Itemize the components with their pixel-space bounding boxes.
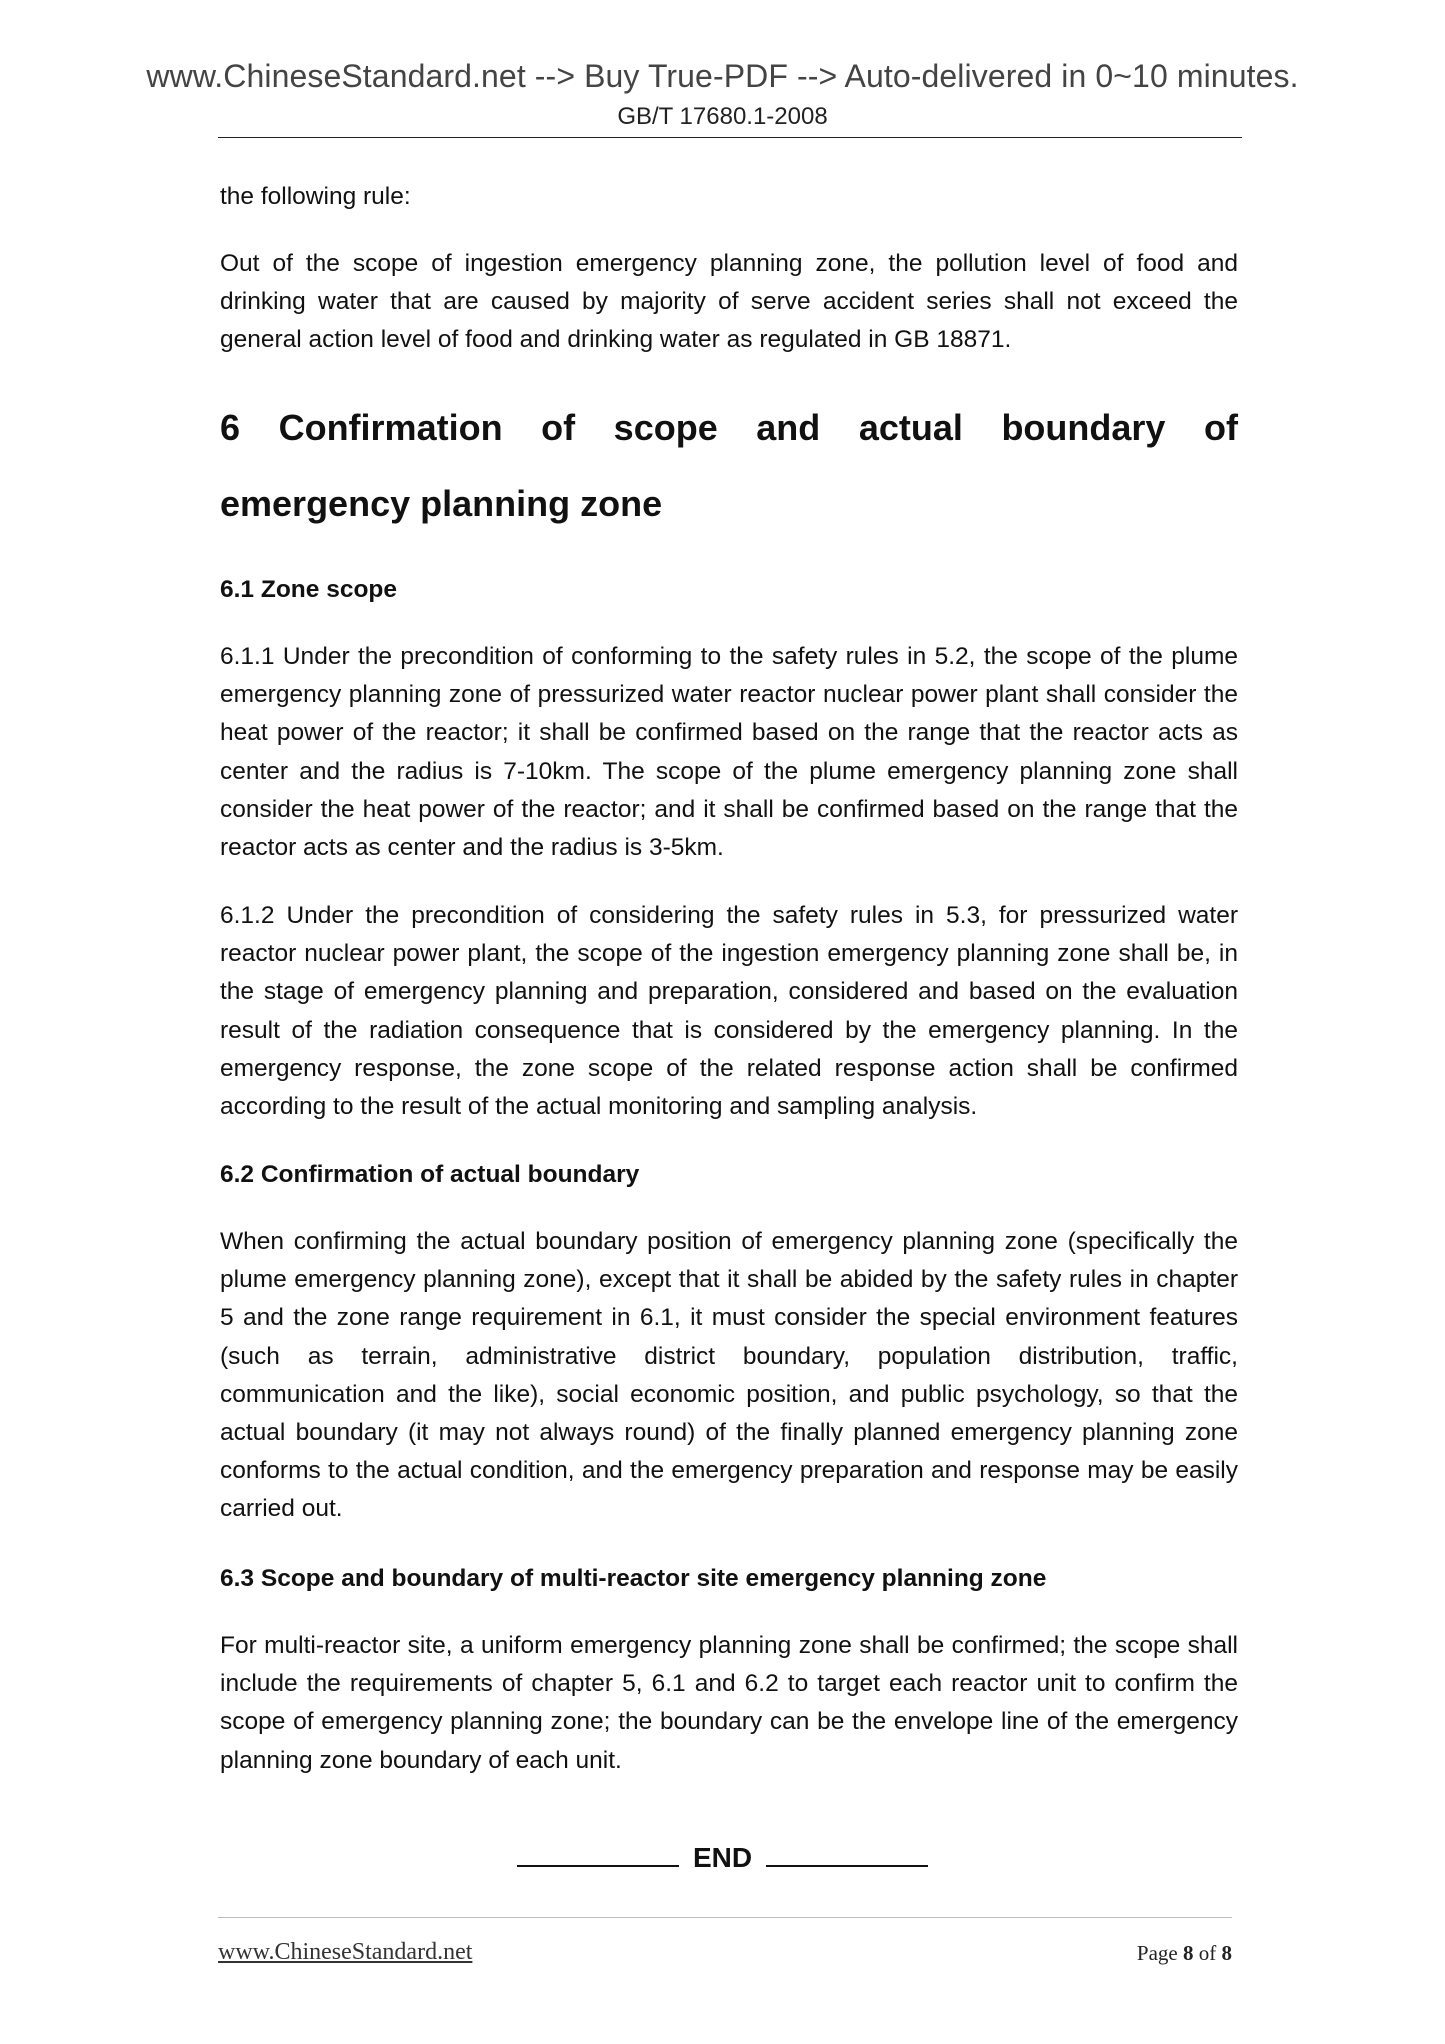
end-marker — [0, 1842, 1445, 1874]
footer-divider — [218, 1917, 1232, 1918]
footer-site-link[interactable]: www.ChineseStandard.net — [218, 1939, 473, 1965]
page-total: 8 — [1221, 1941, 1232, 1965]
section-6-1-heading: 6.1 Zone scope — [220, 576, 398, 603]
end-text: END — [692, 1842, 753, 1873]
end-line-left — [517, 1855, 679, 1867]
section-6-3-heading: 6.3 Scope and boundary of multi-reactor site emergency planning zone — [220, 1565, 1047, 1592]
page-label: Page — [1136, 1941, 1178, 1965]
end-line-right — [766, 1855, 928, 1867]
paragraph-6-1-1: 6.1.1 Under the precondition of conforming to the safety rules in 5.2, the scope of the plume emergency planning zone of pressurized water reactor nuclear power plant shall consider the heat power of the reactor; it shall be confirmed based on the range that the reactor acts as center and the radius is 7-10km. The scope of the plume emergency planning zone shall consider the heat power of the reactor; and it shall be confirmed based on the range that the reactor acts as center and the radius is 3-5km. — [220, 643, 1238, 862]
page-current: 8 — [1183, 1941, 1194, 1965]
paragraph-6-1-2: 6.1.2 Under the precondition of considering the safety rules in 5.3, for pressurized water reactor nuclear power plant, the scope of the ingestion emergency planning zone shall be, in the stage of emergency planning and preparation, considered and based on the evaluation result of the radiation consequence that is considered by the emergency planning. In the emergency response, the zone scope of the related response action shall be confirmed according to the result of the actual monitoring and sampling analysis. — [220, 902, 1238, 1121]
section-6-2-heading: 6.2 Confirmation of actual boundary — [220, 1161, 640, 1188]
intro-text: the following rule: — [220, 183, 411, 210]
standard-code: GB/T 17680.1-2008 — [617, 103, 828, 130]
header-divider — [218, 137, 1242, 138]
paragraph-6-2: When confirming the actual boundary position of emergency planning zone (specifically the plume emergency planning zone), except that it shall be abided by the safety rules in chapter 5 and the zone range requirement in 6.1, it must consider the special environment features (such as terrain, administrative district boundary, population distribution, traffic, communication and the like), social economic position, and public psychology, so that the actual boundary (it may not always round) of the finally planned emergency planning zone conforms to the actual condition, and the emergency preparation and response may be easily carried out. — [220, 1228, 1238, 1523]
rule-paragraph: Out of the scope of ingestion emergency planning zone, the pollution level of food and drinking water that are caused by majority of serve accident series shall not exceed the general action level of food and drinking water as regulated in GB 18871. — [220, 250, 1238, 354]
header-banner: www.ChineseStandard.net --> Buy True-PDF --> Auto-delivered in 0~10 minutes. — [146, 58, 1299, 94]
page-of: of — [1198, 1941, 1217, 1965]
page-number — [1060, 1941, 1232, 1966]
paragraph-6-3: For multi-reactor site, a uniform emergency planning zone shall be confirmed; the scope shall include the requirements of chapter 5, 6.1 and 6.2 to target each reactor unit to confirm the scope of emergency planning zone; the boundary can be the envelope line of the emergency planning zone boundary of each unit. — [220, 1632, 1238, 1774]
section-6-title: 6 Confirmation of scope and actual boundary of emergency planning zone — [220, 407, 1238, 524]
